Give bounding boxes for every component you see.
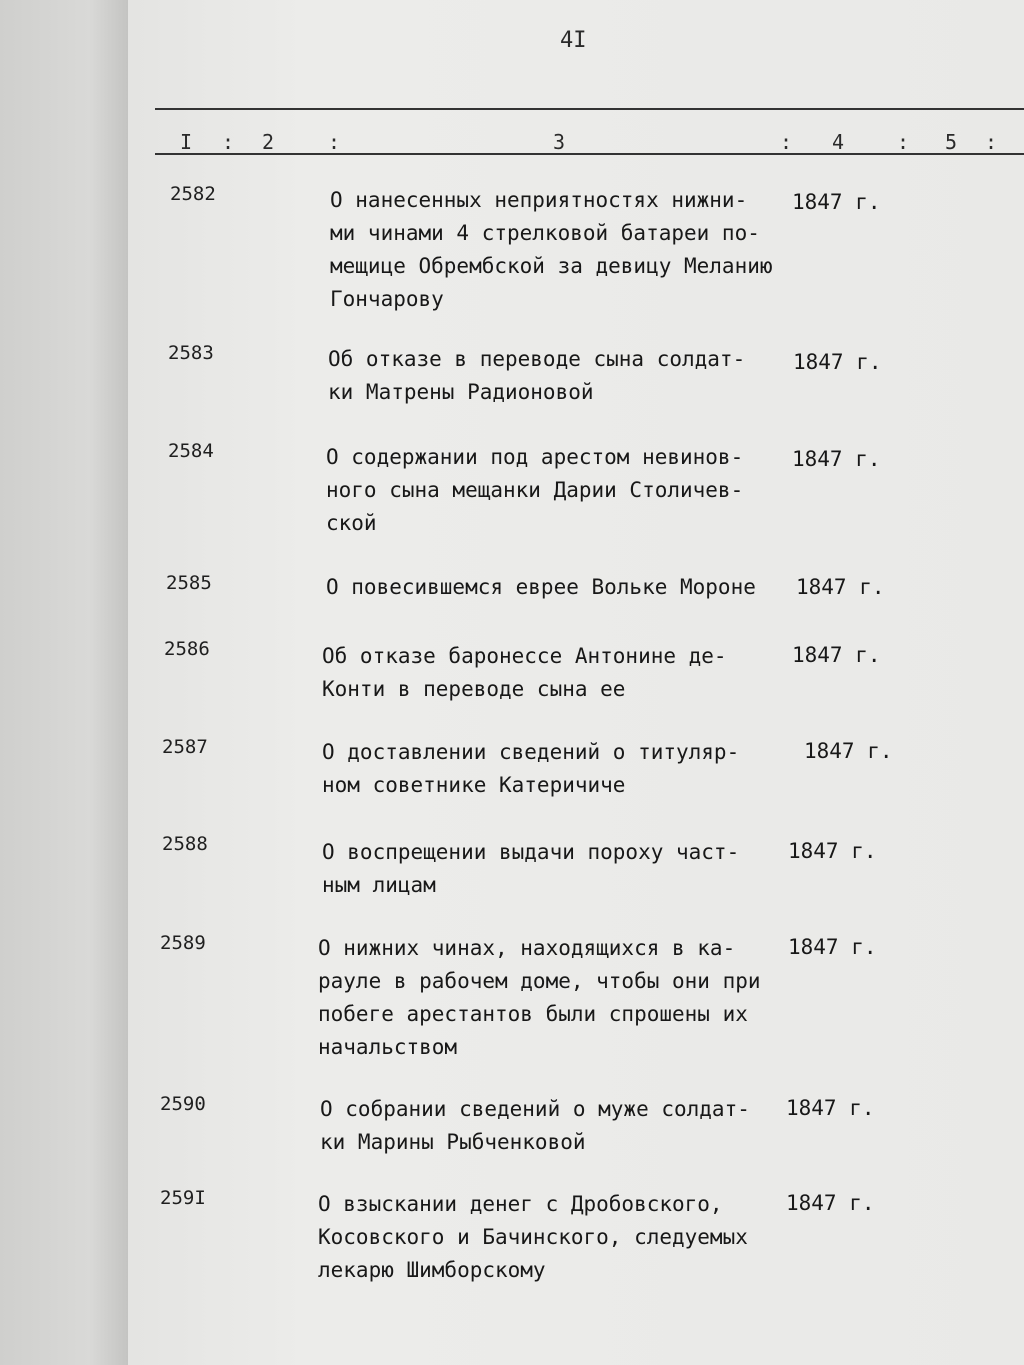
entry-number: 2590 bbox=[160, 1093, 206, 1115]
entry-year: 1847 г. bbox=[788, 935, 877, 959]
column-separator: : bbox=[328, 130, 343, 154]
book-gutter bbox=[0, 0, 128, 1365]
entry-description: О нанесенных неприятностях нижни- ми чинами 4 стрелковой батареи по- мещице Обрембской за девицу Меланию Гончарову bbox=[330, 188, 773, 311]
entry-description: О взыскании денег с Дробовского, Косовского и Бачинского, следуемых лекарю Шимборскому bbox=[318, 1192, 748, 1282]
entry-year: 1847 г. bbox=[792, 190, 881, 214]
column-header-1: I bbox=[180, 130, 195, 154]
entry-year: 1847 г. bbox=[804, 739, 893, 763]
entry-description: О нижних чинах, находящихся в ка- рауле в рабочем доме, чтобы они при побеге арестантов были спрошены их начальством bbox=[318, 936, 761, 1059]
entry-year: 1847 г. bbox=[792, 643, 881, 667]
entry-number: 2583 bbox=[168, 342, 214, 364]
entry-description: Об отказе в переводе сына солдат- ки Матрены Радионовой bbox=[328, 347, 746, 404]
entry-description: О доставлении сведений о титуляр- ном советнике Катеричиче bbox=[322, 740, 740, 797]
table-header-rule bbox=[155, 153, 1024, 155]
column-separator: : bbox=[897, 130, 912, 154]
entry-year: 1847 г. bbox=[786, 1191, 875, 1215]
entry-year: 1847 г. bbox=[796, 575, 885, 599]
entry-number: 2585 bbox=[166, 572, 212, 594]
entry-description: О собрании сведений о муже солдат- ки Марины Рыбченковой bbox=[320, 1097, 750, 1154]
entry-year: 1847 г. bbox=[792, 447, 881, 471]
column-separator: : bbox=[985, 130, 1000, 154]
column-separator: : bbox=[222, 130, 237, 154]
entry-year: 1847 г. bbox=[788, 839, 877, 863]
column-header-5: 5 bbox=[945, 130, 960, 154]
page-number: 4I bbox=[560, 28, 587, 53]
entry-year: 1847 г. bbox=[793, 350, 882, 374]
entry-description: Об отказе баронессе Антонине де- Конти в переводе сына ее bbox=[322, 644, 727, 701]
entry-number: 2586 bbox=[164, 638, 210, 660]
entry-description: О повесившемся еврее Вольке Мороне bbox=[326, 575, 756, 599]
entry-number: 2584 bbox=[168, 440, 214, 462]
entry-number: 2588 bbox=[162, 833, 208, 855]
entry-description: О содержании под арестом невинов- ного сына мещанки Дарии Столичев- ской bbox=[326, 445, 744, 535]
entry-number: 2587 bbox=[162, 736, 208, 758]
table-top-rule bbox=[155, 108, 1024, 110]
entry-description: О воспрещении выдачи пороху част- ным лицам bbox=[322, 840, 740, 897]
entry-number: 2589 bbox=[160, 932, 206, 954]
column-header-4: 4 bbox=[832, 130, 847, 154]
entry-year: 1847 г. bbox=[786, 1096, 875, 1120]
column-header-3: 3 bbox=[553, 130, 568, 154]
column-header-2: 2 bbox=[262, 130, 277, 154]
entry-number: 259I bbox=[160, 1187, 206, 1209]
column-separator: : bbox=[780, 130, 795, 154]
entry-number: 2582 bbox=[170, 183, 216, 205]
